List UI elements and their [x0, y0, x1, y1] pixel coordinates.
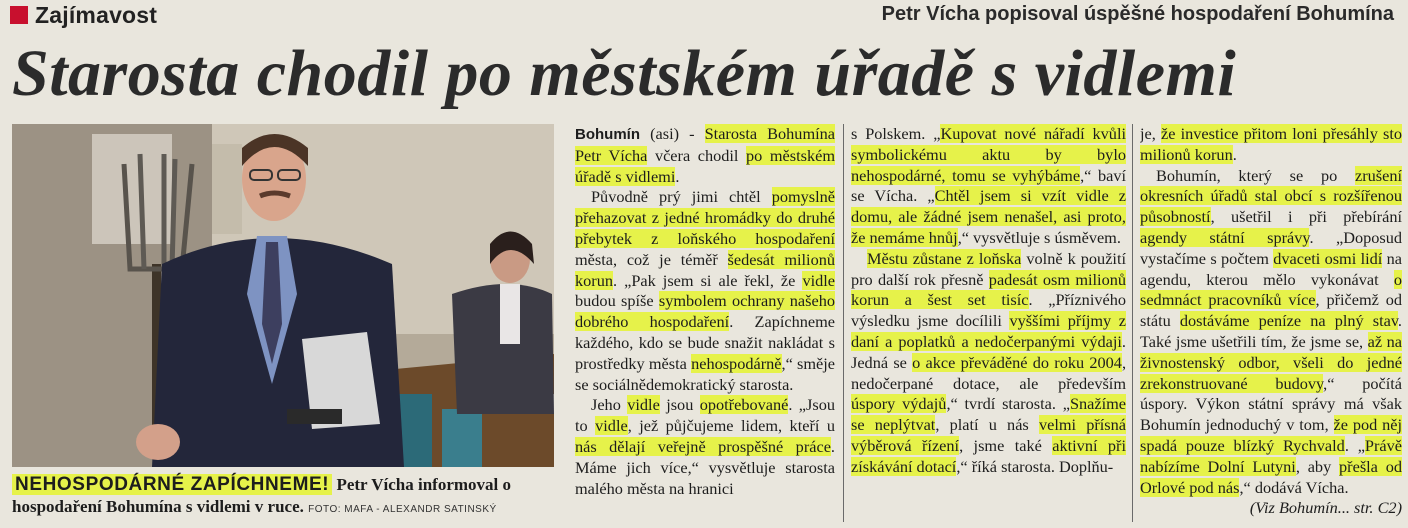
highlighted-text: aktivní při získávání dotací — [851, 435, 1126, 476]
text-run: jsou — [659, 395, 700, 415]
highlighted-text: velmi přísná výběrová řízení — [851, 415, 1126, 455]
highlighted-text: vidle — [595, 416, 628, 436]
text-run: je, — [1140, 124, 1161, 143]
photo-mayor-with-pitchfork — [12, 124, 554, 467]
highlighted-text: dostáváme peníze na plný stav — [1179, 311, 1398, 331]
text-run: . Máme jich více,“ vysvětluje starosta malého města na hranici — [575, 436, 835, 498]
article-paragraph — [575, 124, 835, 187]
text-run: ,“ směje se sociálnědemokratický starosta. — [575, 353, 835, 394]
photo-credit: FOTO: MAFA - ALEXANDR SATINSKÝ — [308, 504, 497, 515]
highlighted-text: Kupovat nové nářadí kvůli symbolickému aktu by bylo nehospodárné, tomu se vyhýbáme — [851, 124, 1126, 185]
highlighted-text: vidle — [802, 270, 835, 290]
text-run: . — [675, 166, 680, 186]
text-run: Bohumín, který se po — [1156, 165, 1355, 185]
caption-text: Petr Vícha informoval o hospodaření Bohumína s vidlemi v ruce. — [12, 475, 511, 516]
highlighted-text: symbolem ochrany našeho dobrého hospodaření — [575, 291, 835, 332]
article-paragraph — [575, 395, 835, 499]
text-run: , nedočerpané dotace, ale především — [851, 352, 1126, 393]
text-run: . Také jsme ušetřili tím, že jsme se, — [1140, 311, 1402, 351]
text-run: . „Doposud vystačíme s počtem — [1140, 227, 1402, 268]
text-run: včera chodil — [647, 145, 747, 165]
text-run: volně k použití pro další rok přesně — [851, 248, 1126, 289]
highlighted-text: po městském úřadě s vidlemi — [575, 145, 835, 186]
text-run: . „Jsou to — [575, 395, 835, 436]
text-run: budou spíše — [575, 291, 659, 311]
highlighted-text: že pod něj spadá pouze blízký Rychvald — [1140, 415, 1402, 455]
highlighted-text: až na živnostenský odbor, všeli do jedné zrekonstruované budovy — [1140, 331, 1402, 393]
text-run: . — [1232, 144, 1237, 164]
photo-caption — [12, 474, 560, 524]
text-run: ,“ baví se Vícha. „ — [851, 165, 1126, 206]
highlighted-text: padesát osm milionů korun a šest set tisíc — [851, 269, 1126, 310]
highlighted-text: Snažíme se neplýtvat — [851, 394, 1126, 435]
highlighted-text: úspory výdajů — [851, 394, 947, 414]
section-square-icon — [10, 6, 28, 24]
caption-lead: NEHOSPODÁRNÉ ZAPÍCHNEME! — [12, 474, 332, 495]
highlighted-text: přešla od Orlové pod nás — [1140, 456, 1402, 497]
section-tag — [10, 2, 157, 28]
kicker: Petr Vícha popisoval úspěšné hospodaření Bohumína — [881, 3, 1394, 25]
text-run: . „ — [1344, 435, 1365, 455]
highlighted-text: zrušení okresních úřadů stal obcí s rozšířenou působností — [1140, 165, 1402, 227]
text-run: . Zapíchneme každého, kdo se bude snažit nakládat s prostředky města — [575, 312, 835, 373]
text-run: , aby — [1295, 456, 1340, 476]
highlighted-text: dvaceti osmi lidí — [1273, 248, 1383, 268]
highlighted-text: Právě nabízíme Dolní Lutyni — [1140, 435, 1402, 476]
column-rule — [1132, 124, 1133, 522]
text-run: , přičemž od státu — [1140, 290, 1402, 331]
text-run: , ušetřil i při přebírání — [1210, 207, 1402, 227]
text-run: ,“ počítá úspory. Výkon státní správy má však Bohumín jednoduchý v tom, — [1140, 373, 1402, 435]
highlighted-text: Starosta Bohumína Petr Vícha — [575, 124, 835, 165]
text-run: , jež půjčujeme lidem, kteří u — [627, 416, 835, 436]
text-run: , platí u nás — [935, 415, 1039, 435]
article-column-2 — [851, 124, 1126, 522]
highlighted-text: nás dělají veřejně prospěšné práce — [575, 436, 831, 456]
text-run: města, což je téměř — [575, 249, 728, 269]
highlighted-text: Chtěl jsem si vzít vidle z domu, ale žádné jsem nenašel, asi proto, že nemáme hnůj — [851, 186, 1126, 247]
text-run: ,“ říká starosta. Doplňu- — [956, 456, 1114, 476]
highlighted-text: Městu zůstane z loňska — [867, 248, 1022, 268]
article-paragraph — [851, 249, 1126, 478]
article-paragraph — [575, 187, 835, 395]
text-run: Jeho — [591, 395, 628, 415]
text-run: . „Příznivého výsledku jsme docílili — [851, 290, 1126, 331]
article-paragraph — [1140, 124, 1402, 166]
highlighted-text: agendy státní správy — [1140, 227, 1310, 247]
text-run: Původně prý jimi chtěl — [591, 187, 772, 207]
text-run: ,“ vysvětluje s úsměvem. — [957, 227, 1121, 247]
highlighted-text: vyššími příjmy z daní a poplatků a nedočerpanými výdaji — [851, 311, 1126, 351]
text-run: ,“ dodává Vícha. — [1239, 477, 1349, 497]
text-run: . Jedná se — [851, 331, 1126, 372]
article-paragraph — [851, 124, 1126, 249]
text-run: s Polskem. „ — [851, 124, 941, 143]
highlighted-text: pomyslně přehazovat z jedné hromádky do druhé přebytek z loňského hospodaření — [575, 187, 835, 248]
article-column-1 — [575, 124, 835, 522]
article-paragraph — [1140, 166, 1402, 499]
highlighted-text: opotřebované — [699, 395, 789, 415]
highlighted-text: o sedmnáct pracovníků více — [1140, 269, 1402, 310]
text-run: (asi) - — [640, 124, 705, 143]
continued-reference: (Viz Bohumín... str. C2) — [1249, 498, 1402, 518]
highlighted-text: že investice přitom loni přesáhly sto milionů korun — [1140, 124, 1402, 164]
text-run: na agendu, kterou mělo vykonávat — [1140, 248, 1402, 289]
section-label: Zajímavost — [35, 1, 158, 28]
highlighted-text: o akce převáděné do roku 2004 — [912, 352, 1122, 372]
highlighted-text: šedesát milionů korun — [575, 249, 835, 290]
highlighted-text: vidle — [627, 395, 660, 415]
column-rule — [843, 124, 844, 522]
dateline: Bohumín — [575, 126, 640, 143]
text-run: . „Pak jsem si ale řekl, že — [612, 270, 803, 290]
article-column-3 — [1140, 124, 1402, 522]
headline: Starosta chodil po městském úřadě s vidlemi — [12, 37, 1237, 110]
highlighted-text: nehospodárně — [691, 353, 782, 373]
text-run: ,“ tvrdí starosta. „ — [946, 394, 1070, 414]
text-run: , jsme také — [959, 435, 1053, 455]
